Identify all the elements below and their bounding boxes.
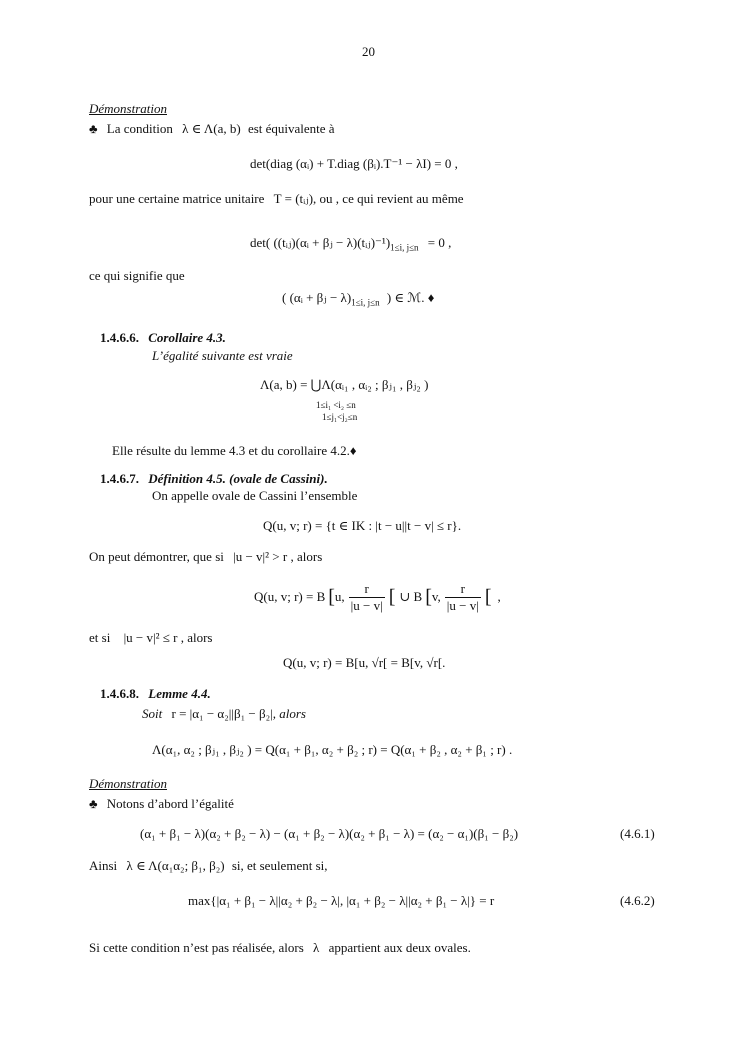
condition-gt-text: On peut démontrer, que si bbox=[89, 549, 224, 564]
condition-gt-after: , alors bbox=[290, 549, 323, 564]
eq-mid: ∪ B bbox=[399, 589, 423, 604]
fraction-1 bbox=[349, 581, 385, 614]
unitary-math: T = (tᵢⱼ) bbox=[273, 191, 314, 206]
section-number: 1.4.6.8. bbox=[100, 686, 139, 701]
eq-end: , bbox=[497, 589, 501, 604]
condition-math: λ ∈ Λ(a, b) bbox=[182, 121, 241, 136]
equation-max: max{|α₁ + β₁ − λ||α₂ + β₂ − λ|, |α₁ + β₂ − λ||α₂ + β₁ − λ|} = r bbox=[188, 893, 495, 908]
equation-det-subscript: 1≤i, j≤n bbox=[390, 242, 419, 253]
equation-union-balls: Q(u, v; r) = B [ u, $\frac{r}{|u - v|}$ [ ∪ B [ v, $\frac{r}{|u - v|}$ [ , bbox=[254, 580, 501, 613]
condition-gt-math: |u − v|² > r bbox=[233, 549, 288, 564]
club-bullet-icon: ♣ bbox=[89, 121, 98, 136]
fraction-den: |u − v| bbox=[350, 597, 383, 613]
equation-cassini: Q(u, v; r) = {t ∈ IK : |t − u||t − v| ≤ r}. bbox=[263, 518, 462, 533]
condition-le-text: et si bbox=[89, 630, 111, 645]
ainsi-after: si, et seulement si, bbox=[231, 858, 328, 873]
corollary-proof: Elle résulte du lemme 4.3 et du corollaire 4.2.♦ bbox=[112, 443, 357, 458]
demonstration-heading: Démonstration bbox=[89, 101, 167, 116]
unitary-matrix-line bbox=[89, 191, 464, 207]
eq-left: Q(u, v; r) = B bbox=[254, 589, 326, 604]
membership-end: ) ∈ ℳ. ♦ bbox=[386, 290, 435, 305]
union-subscript-1: 1≤i₁ <i₂ ≤n bbox=[316, 400, 356, 410]
final-line bbox=[89, 940, 471, 956]
corollary-statement: L’égalité suivante est vraie bbox=[152, 348, 293, 363]
condition-text: La condition bbox=[106, 121, 173, 136]
definition-statement: On appelle ovale de Cassini l’ensemble bbox=[152, 488, 358, 503]
ainsi-math: λ ∈ Λ(α₁α₂; β₁, β₂) bbox=[126, 858, 225, 873]
section-1468-header bbox=[100, 686, 211, 702]
section-title: Corollaire 4.3. bbox=[148, 330, 226, 345]
ainsi-text: Ainsi bbox=[89, 858, 118, 873]
fraction-num: r bbox=[460, 580, 465, 596]
eq-v: v, bbox=[431, 589, 441, 604]
ainsi-line bbox=[89, 858, 328, 874]
page-number: 20 bbox=[362, 44, 375, 59]
condition-le-math: |u − v|² ≤ r bbox=[123, 630, 178, 645]
lemma-soit: Soit bbox=[142, 706, 163, 721]
final-math: λ bbox=[313, 940, 320, 955]
final-text: Si cette condition n’est pas réalisée, alors bbox=[89, 940, 304, 955]
equation-cassini-balls: Q(u, v; r) = B[u, √r[ = B[v, √r[. bbox=[283, 655, 446, 670]
unitary-text-after: , ou , ce qui revient au même bbox=[313, 191, 464, 206]
unitary-text: pour une certaine matrice unitaire bbox=[89, 191, 265, 206]
union-subscript-2: 1≤j₁<j₂≤n bbox=[322, 412, 358, 422]
lemma-statement bbox=[142, 706, 306, 722]
membership-subscript: 1≤i, j≤n bbox=[351, 297, 380, 308]
lemma-alors: , alors bbox=[272, 706, 306, 721]
equation-union: Λ(a, b) = ⋃Λ(αᵢ₁ , αᵢ₂ ; βⱼ₁ , βⱼ₂ ) bbox=[260, 377, 429, 392]
notons-line bbox=[89, 796, 234, 812]
equation-det-body: det( ((tᵢⱼ)(αᵢ + βⱼ − λ)(tᵢⱼ)⁻¹) bbox=[250, 235, 391, 250]
condition-line bbox=[89, 121, 335, 137]
section-title: Définition 4.5. (ovale de Cassini). bbox=[148, 471, 328, 486]
section-number: 1.4.6.6. bbox=[100, 330, 139, 345]
fraction-den: |u − v| bbox=[446, 597, 479, 613]
equation-lemma: Λ(α₁, α₂ ; βⱼ₁ , βⱼ₂ ) = Q(α₁ + β₁, α₂ + β₂ ; r) = Q(α₁ + β₂ , α₂ + β₁ ; r) . bbox=[152, 742, 513, 757]
equation-number-461: (4.6.1) bbox=[620, 826, 655, 841]
section-1467-header bbox=[100, 471, 328, 487]
notons-text: Notons d’abord l’égalité bbox=[106, 796, 234, 811]
equation-det-similarity bbox=[250, 235, 451, 253]
demonstration-heading-2: Démonstration bbox=[89, 776, 167, 791]
fraction-2 bbox=[445, 581, 481, 614]
eq-u: u, bbox=[334, 589, 345, 604]
equation-number-462: (4.6.2) bbox=[620, 893, 655, 908]
condition-le-line bbox=[89, 630, 213, 646]
section-title: Lemme 4.4. bbox=[148, 686, 211, 701]
section-1466-header bbox=[100, 330, 226, 346]
equation-identity: (α₁ + β₁ − λ)(α₂ + β₂ − λ) − (α₁ + β₂ − λ)(α₂ + β₁ − λ) = (α₂ − α₁)(β₁ − β₂) bbox=[140, 826, 519, 841]
lemma-math: r = |α₁ − α₂||β₁ − β₂| bbox=[171, 706, 273, 721]
membership-body: ( (αᵢ + βⱼ − λ) bbox=[282, 290, 352, 305]
condition-le-after: , alors bbox=[180, 630, 213, 645]
club-bullet-icon: ♣ bbox=[89, 796, 98, 811]
condition-gt-line bbox=[89, 549, 322, 565]
fraction-num: r bbox=[364, 580, 369, 596]
equation-det-end: = 0 , bbox=[427, 235, 452, 250]
equation-membership bbox=[282, 290, 434, 308]
equation-det-diag: det(diag (αᵢ) + T.diag (βᵢ).T⁻¹ − λI) = 0 , bbox=[250, 156, 458, 171]
section-number: 1.4.6.7. bbox=[100, 471, 139, 486]
final-after: appartient aux deux ovales. bbox=[328, 940, 471, 955]
signifie-line: ce qui signifie que bbox=[89, 268, 185, 283]
condition-text-after: est équivalente à bbox=[247, 121, 335, 136]
